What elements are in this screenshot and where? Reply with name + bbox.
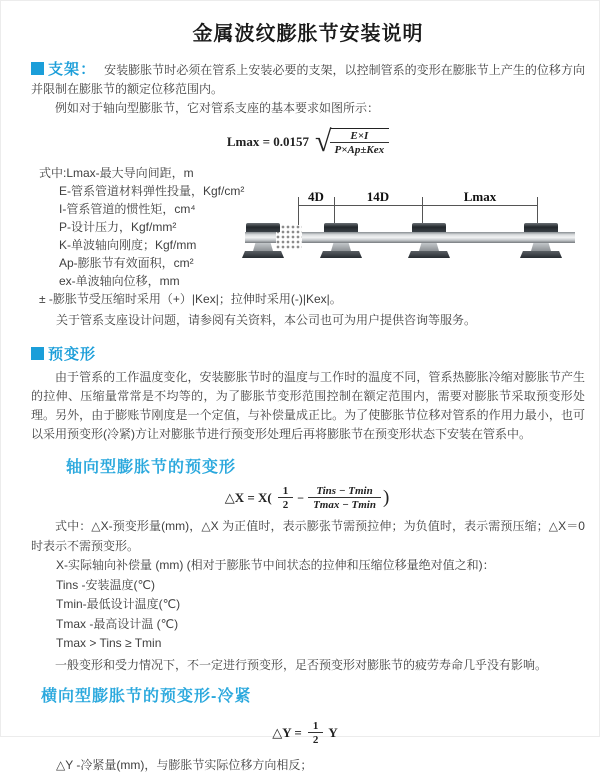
formula-dx-lhs-text: △X = X( — [224, 490, 272, 505]
note-line: X-实际轴向补偿量 (mm) (相对于膨胀节中间状态的拉伸和压缩位移量绝对值之和)： — [56, 558, 495, 572]
preform-paragraph: 由于管系的工作温度变化，安装膨胀节时的温度与工作时的温度不同，管系热膨胀冷缩对膨胀节产生的拉伸、压缩量常常是不均等的，为了膨胀节变形范围控制在额定范围内，需要对膨胀节采取预变形处理。另外，由于膨账节刚度是一个定值，与补偿量成正比。为了使膨胀节位移对管系的作用力最小，也可以采用预变形(冷紧)方让对膨胀节进行预变形处理后再将膨胀节在预变形状态下安装在管系中。 — [31, 370, 585, 441]
support-clamp — [324, 223, 358, 232]
support-clamp — [246, 223, 280, 232]
formula-delta-y — [31, 720, 585, 746]
support-clamp — [524, 223, 558, 232]
fraction-denominator: P×Ap±Kex — [330, 142, 390, 156]
legend-line: ex-单波轴向位移，mm — [59, 274, 180, 288]
legend-line: P-设计压力，Kgf/mm² — [59, 220, 177, 234]
support-gap — [319, 232, 363, 243]
support-gap — [241, 232, 285, 243]
support-section-paragraph — [31, 60, 585, 99]
pipe-support-icon — [241, 223, 285, 258]
pipe-support-diagram — [241, 189, 581, 272]
preform-heading-text: 预变形 — [48, 346, 97, 363]
legend-line: I-管系管道的惯性矩，cm⁴ — [59, 202, 196, 216]
support-paragraph-text: 安装膨胀节时必须在管系上安装必要的支架，以控制管系的变形在膨胀节上产生的位移方向并限制在膨胀节的额定位移范围内。 — [31, 63, 585, 96]
fraction-numerator: 1 — [282, 485, 289, 497]
legend-line: ± -膨胀节受压缩时采用（+）|Kex|；拉伸时采用(-)|Kex|。 — [39, 292, 342, 306]
fraction-one-half — [278, 485, 294, 511]
support-base — [242, 251, 284, 258]
support-base — [520, 251, 562, 258]
note-line: 式中：△X-预变形量(mm)，△X 为正值时，表示膨张节需预拉伸；为负值时，表示需预压缩；△X＝0时表示不需预变形。 — [31, 519, 585, 553]
formula-lmax — [31, 125, 585, 158]
legend-line: 关于管系支座设计问题，请参阅有关资料，本公司也可为用户提供咨询等服务。 — [56, 313, 477, 327]
fraction-one-half — [308, 720, 324, 746]
fraction-denominator: Tmax − Tmin — [308, 497, 381, 511]
legend-line: K-单波轴向刚度；Kgf/mm — [59, 238, 197, 252]
axial-notes — [31, 517, 585, 675]
lateral-note: △Y -冷紧量(mm)，与膨胀节实际位移方向相反； — [56, 758, 313, 772]
fraction-numerator: Tins − Tmin — [316, 485, 373, 497]
support-saddle — [331, 243, 351, 251]
support-example-paragraph: 例如对于轴向型膨胀节，它对管系支座的基本要求如图所示： — [55, 101, 380, 115]
subheading-axial-preform: 轴向型膨胀节的预变形 — [66, 459, 237, 476]
support-base — [320, 251, 362, 258]
fraction-numerator: E×I — [350, 130, 369, 142]
pipe-support-icon — [519, 223, 563, 258]
support-base — [408, 251, 450, 258]
formula-dy-rhs: Y — [328, 725, 338, 740]
dim-label-lmax: Lmax — [463, 189, 497, 204]
note-line: Tmin-最低设计温度(℃) — [56, 597, 181, 611]
support-gap — [519, 232, 563, 243]
support-saddle — [419, 243, 439, 251]
section-marker-square — [31, 347, 44, 360]
page-title: 金属波纹膨胀节安装说明 — [192, 23, 424, 45]
support-clamp — [412, 223, 446, 232]
close-paren: ) — [382, 487, 390, 508]
formula-dy-lhs: △Y = — [272, 725, 302, 740]
section-marker-square — [31, 62, 44, 75]
formula-dx-lhs — [225, 490, 272, 506]
formula-delta-x — [31, 485, 585, 511]
legend-line: Ap-膨胀节有效面积，cm² — [59, 256, 194, 270]
pipe-support-icon — [319, 223, 363, 258]
formula-lmax-fraction — [330, 128, 390, 156]
note-line: 一般变形和受力情况下，不一定进行预变形，足否预变形对膨胀节的疲劳寿命几乎没有影响。 — [55, 657, 548, 672]
fraction-denominator: 2 — [308, 732, 324, 746]
pipe-support-icon — [407, 223, 451, 258]
fraction-denominator: 2 — [278, 497, 294, 511]
legend-and-diagram — [31, 164, 585, 329]
support-saddle — [531, 243, 551, 251]
legend-line: E-管系管道材料弹性投量，Kgf/cm² — [59, 184, 245, 198]
minus-sign: − — [297, 490, 305, 505]
section-heading-support: 支架： — [48, 61, 97, 78]
subheading-lateral-preform: 横向型膨胀节的预变形-冷紧 — [41, 688, 252, 705]
sqrt-radical-icon: √ — [315, 125, 332, 158]
fraction-temperature — [308, 485, 381, 511]
note-line: Tins -安装温度(℃) — [56, 577, 156, 592]
section-heading-preform — [31, 343, 585, 364]
document-page — [1, 1, 599, 772]
legend-line: 式中:Lmax-最大导向间距，m — [39, 166, 194, 180]
dim-label-14d: 14D — [366, 189, 390, 204]
dim-label-4d: 4D — [308, 189, 324, 204]
note-line: Tmax > Tins ≥ Tmin — [56, 636, 162, 650]
note-line: Tmax -最高设计温 (℃) — [56, 616, 179, 631]
support-saddle — [253, 243, 273, 251]
formula-lmax-lhs: Lmax = 0.0157 — [226, 134, 310, 149]
support-gap — [407, 232, 451, 243]
fraction-numerator: 1 — [312, 720, 319, 732]
